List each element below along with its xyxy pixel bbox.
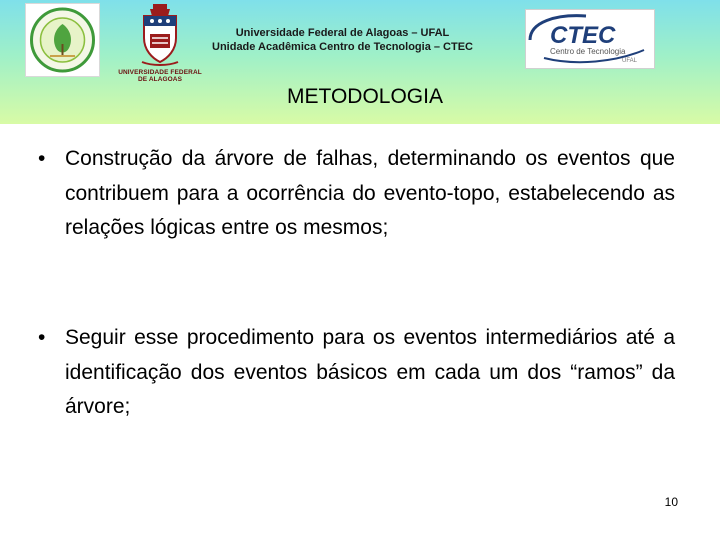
- page-number: 10: [664, 495, 678, 509]
- bullet-item: [38, 321, 678, 425]
- svg-text:UFAL: UFAL: [622, 58, 638, 64]
- ufal-crest: [138, 4, 182, 70]
- bullet-item: [38, 142, 678, 246]
- institution-name: [185, 26, 500, 54]
- ufal-caption: [114, 69, 206, 83]
- ctec-logo-icon: [526, 10, 654, 68]
- engenharia-ambiental-logo: [25, 3, 100, 77]
- ufal-caption-line1: UNIVERSIDADE FEDERAL: [118, 69, 202, 76]
- bullet-symbol: •: [38, 326, 46, 349]
- bullet-text: Construção da árvore de falhas, determinando os eventos que contribuem para a ocorrência do evento-topo, estabelecendo as relações lógicas entre os mesmos;: [65, 147, 675, 239]
- svg-text:CTEC: CTEC: [550, 22, 616, 49]
- ctec-logo: [525, 9, 655, 69]
- slide-header: [0, 0, 720, 124]
- svg-text:Centro de Tecnologia: Centro de Tecnologia: [550, 47, 626, 56]
- slide-title: METODOLOGIA: [287, 85, 443, 108]
- bullet-symbol: •: [38, 147, 46, 170]
- bullet-text: Seguir esse procedimento para os eventos intermediários até a identificação dos eventos básicos em cada um dos “ramos” da árvore;: [65, 326, 675, 418]
- ufal-caption-line2: DE ALAGOAS: [137, 76, 183, 83]
- engenharia-ambiental-icon: [26, 4, 99, 76]
- institution-line2: Unidade Acadêmica Centro de Tecnologia – CTEC: [212, 41, 473, 53]
- ufal-crest-icon: [138, 4, 182, 70]
- institution-line1: Universidade Federal de Alagoas – UFAL: [235, 27, 450, 39]
